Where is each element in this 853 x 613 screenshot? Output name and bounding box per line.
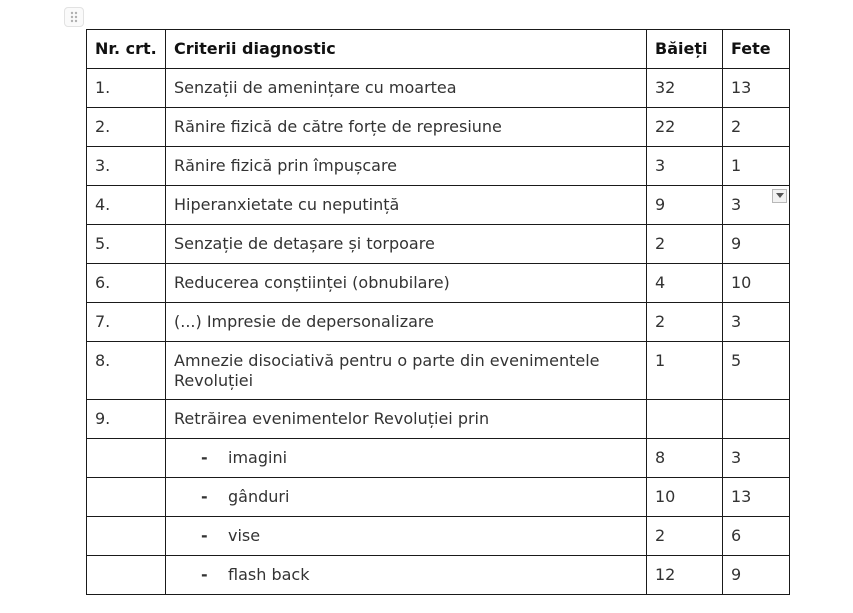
- cell-baieti[interactable]: [647, 400, 723, 439]
- table-row: [87, 342, 790, 400]
- cell-criteriu[interactable]: (...) Impresie de depersonalizare: [166, 303, 647, 342]
- sub-item-label: imagini: [228, 448, 288, 467]
- cell-criteriu[interactable]: Rănire fizică de către forțe de represiune: [166, 108, 647, 147]
- cell-fete[interactable]: 5: [723, 342, 790, 400]
- table-drag-handle[interactable]: [64, 7, 84, 27]
- cell-nr-empty[interactable]: [87, 517, 166, 556]
- cell-criteriu[interactable]: [166, 439, 647, 478]
- cell-criteriu[interactable]: [166, 517, 647, 556]
- dash-bullet: -: [201, 487, 208, 506]
- cell-fete[interactable]: 10: [723, 264, 790, 303]
- cell-baieti[interactable]: 32: [647, 69, 723, 108]
- cell-fete[interactable]: [723, 400, 790, 439]
- cell-baieti[interactable]: 2: [647, 225, 723, 264]
- dash-bullet: -: [201, 448, 208, 467]
- cell-baieti[interactable]: 22: [647, 108, 723, 147]
- cell-nr[interactable]: 2.: [87, 108, 166, 147]
- table-sub-row: [87, 556, 790, 595]
- cell-fete[interactable]: 13: [723, 478, 790, 517]
- cell-nr[interactable]: 5.: [87, 225, 166, 264]
- cell-fete[interactable]: 3: [723, 439, 790, 478]
- cell-nr[interactable]: 1.: [87, 69, 166, 108]
- table-row: [87, 264, 790, 303]
- cell-nr-empty[interactable]: [87, 556, 166, 595]
- cell-fete[interactable]: 13: [723, 69, 790, 108]
- cell-baieti[interactable]: 8: [647, 439, 723, 478]
- drag-handle-icon: [70, 11, 78, 23]
- dash-bullet: -: [201, 565, 208, 584]
- cell-criteriu[interactable]: Senzații de amenințare cu moartea: [166, 69, 647, 108]
- cell-nr[interactable]: 6.: [87, 264, 166, 303]
- cell-criteriu[interactable]: Retrăirea evenimentelor Revoluției prin: [166, 400, 647, 439]
- cell-baieti[interactable]: 12: [647, 556, 723, 595]
- table-sub-row: [87, 478, 790, 517]
- sub-item-label: gânduri: [228, 487, 290, 506]
- cell-baieti[interactable]: 10: [647, 478, 723, 517]
- cell-menu-button[interactable]: [772, 189, 787, 203]
- cell-nr[interactable]: 7.: [87, 303, 166, 342]
- table-row: [87, 108, 790, 147]
- table-row: [87, 400, 790, 439]
- cell-fete[interactable]: 1: [723, 147, 790, 186]
- header-criterii[interactable]: Criterii diagnostic: [166, 30, 647, 69]
- cell-nr-empty[interactable]: [87, 478, 166, 517]
- cell-fete-value: 3: [731, 195, 742, 214]
- table-sub-row: [87, 439, 790, 478]
- chevron-down-icon: [776, 193, 784, 199]
- cell-baieti[interactable]: 3: [647, 147, 723, 186]
- header-fete[interactable]: Fete: [723, 30, 790, 69]
- cell-nr-empty[interactable]: [87, 439, 166, 478]
- cell-criteriu[interactable]: Hiperanxietate cu neputință: [166, 186, 647, 225]
- cell-criteriu[interactable]: Reducerea conștiinței (obnubilare): [166, 264, 647, 303]
- table-sub-row: [87, 517, 790, 556]
- cell-nr[interactable]: 9.: [87, 400, 166, 439]
- cell-criteriu[interactable]: [166, 556, 647, 595]
- cell-fete[interactable]: 3: [723, 303, 790, 342]
- table-row: [87, 303, 790, 342]
- cell-nr[interactable]: 3.: [87, 147, 166, 186]
- cell-baieti[interactable]: 2: [647, 517, 723, 556]
- cell-criteriu[interactable]: [166, 478, 647, 517]
- dash-bullet: -: [201, 526, 208, 545]
- diagnostic-criteria-table: [86, 29, 790, 595]
- table-row: [87, 186, 790, 225]
- cell-baieti[interactable]: 1: [647, 342, 723, 400]
- sub-item-label: vise: [228, 526, 261, 545]
- table-row: [87, 147, 790, 186]
- table-header-row: [87, 30, 790, 69]
- table-row: [87, 69, 790, 108]
- cell-nr[interactable]: 8.: [87, 342, 166, 400]
- cell-baieti[interactable]: 4: [647, 264, 723, 303]
- cell-fete[interactable]: [723, 186, 790, 225]
- header-baieti[interactable]: Băieți: [647, 30, 723, 69]
- table-row: [87, 225, 790, 264]
- cell-nr[interactable]: 4.: [87, 186, 166, 225]
- sub-item-label: flash back: [228, 565, 310, 584]
- cell-fete[interactable]: 6: [723, 517, 790, 556]
- cell-fete[interactable]: 9: [723, 556, 790, 595]
- cell-fete[interactable]: 9: [723, 225, 790, 264]
- cell-criteriu[interactable]: Amnezie disociativă pentru o parte din evenimentele Revoluției: [166, 342, 647, 400]
- cell-baieti[interactable]: 9: [647, 186, 723, 225]
- cell-baieti[interactable]: 2: [647, 303, 723, 342]
- cell-fete[interactable]: 2: [723, 108, 790, 147]
- cell-criteriu[interactable]: Rănire fizică prin împușcare: [166, 147, 647, 186]
- header-nr-crt[interactable]: Nr. crt.: [87, 30, 166, 69]
- cell-criteriu[interactable]: Senzație de detașare și torpoare: [166, 225, 647, 264]
